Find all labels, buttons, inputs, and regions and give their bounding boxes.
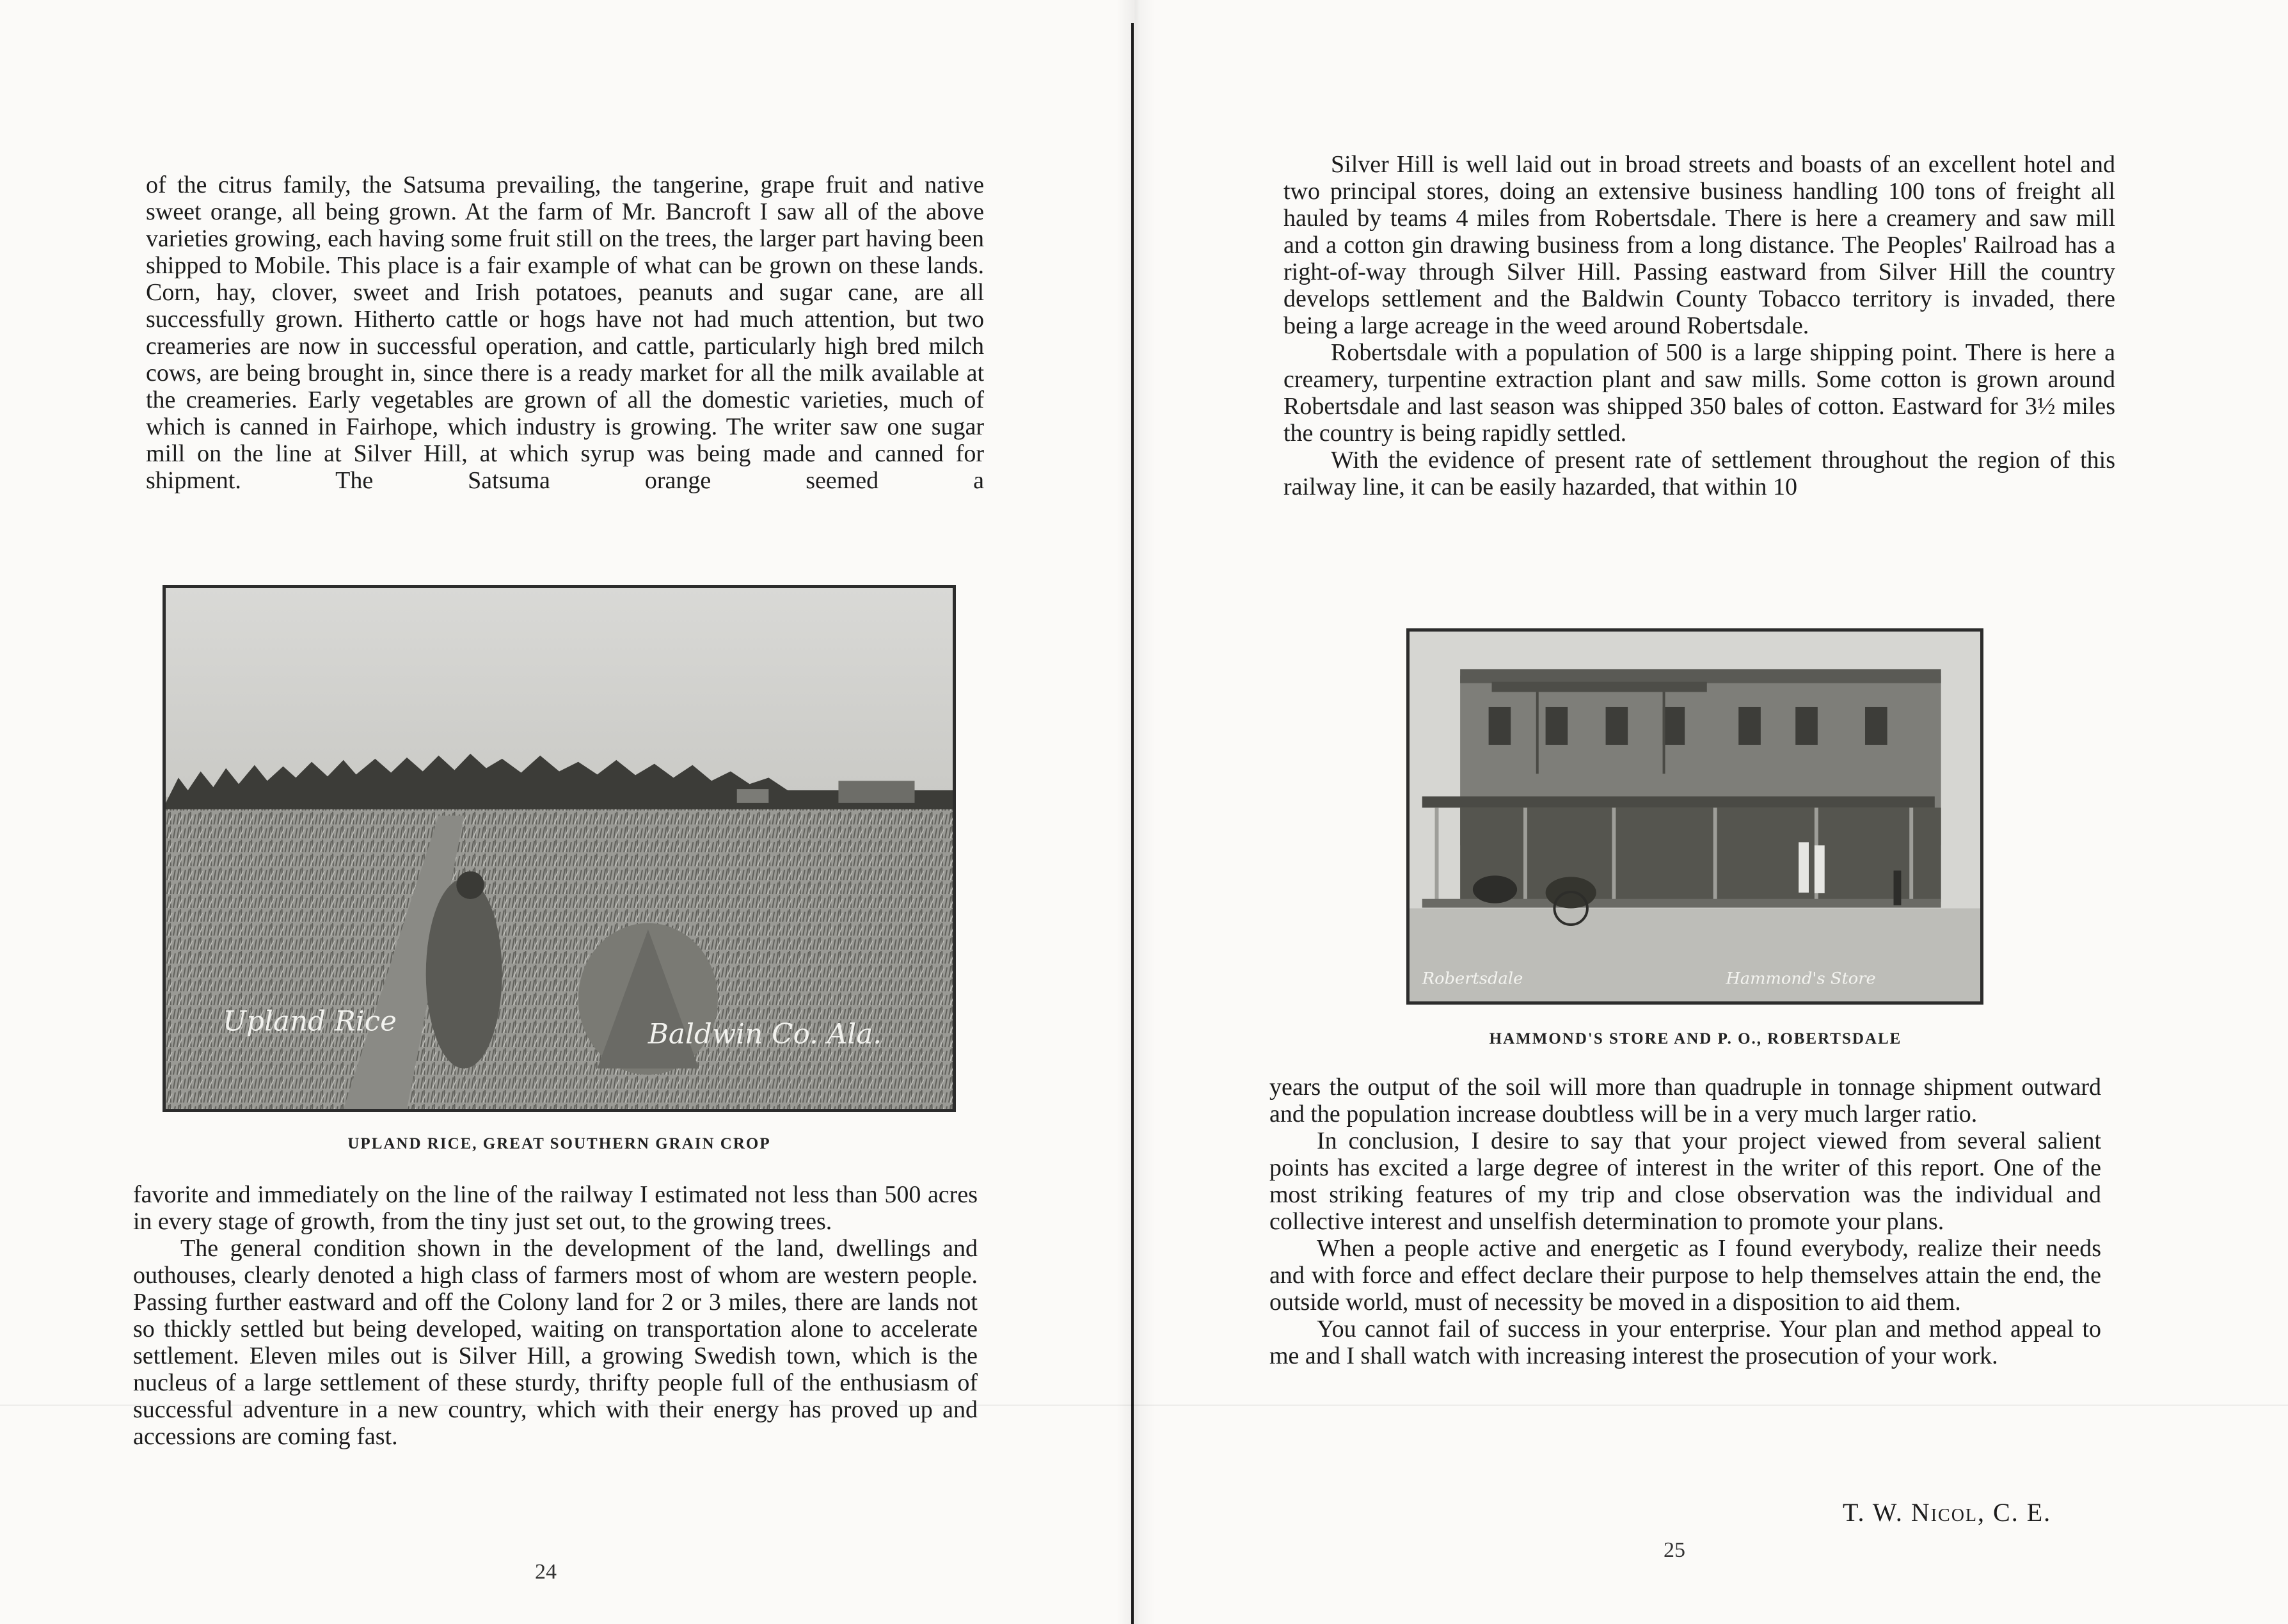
right-page-top-text [1283, 151, 2115, 500]
right-page-paragraph: Silver Hill is well laid out in broad streets and boasts of an excellent hotel and two principal stores, doing an extensive business handling 100 tons of freight all hauled by teams 4 miles from Robertsdale. There is here a creamery and saw mill and a cotton gin drawing business from a long distance. The Peoples' Railroad has a right-of-way through Silver Hill. Passing eastward from Silver Hill the country develops settlement and the Baldwin County Tobacco territory is invaded, there being a large acreage in the weed around Robertsdale. [1283, 151, 2115, 339]
rice-field-image [166, 588, 953, 1109]
photo-inscription-left: Upland Rice [223, 1005, 397, 1038]
left-page-top-text [146, 171, 984, 494]
right-page-paragraph: In conclusion, I desire to say that your project viewed from several salient points has excited a large degree of interest in the writer of this report. One of the most striking features of my trip and close observation was the individual and collective interest and unselfish determination to promote your plans. [1269, 1127, 2101, 1235]
left-page-paragraph: The general condition shown in the development of the land, dwellings and outhouses, clearly denoted a high class of farmers most of whom are western people. Passing further eastward and off the Colony land for 2 or 3 miles, there are lands not so thickly settled but being developed, waiting on transportation alone to accelerate settlement. Eleven miles out is Silver Hill, a growing Swedish town, which is the nucleus of a large settlement of these sturdy, thrifty people full of the enthusiasm of successful adventure in a new country, which with their energy has proved up and accessions are coming fast. [133, 1235, 978, 1450]
right-page-paragraph: With the evidence of present rate of settlement throughout the region of this railway line, it can be easily hazarded, that within 10 [1283, 447, 2115, 500]
right-page-bottom-text [1269, 1074, 2101, 1369]
photo-inscription-right: Baldwin Co. Ala. [647, 1018, 882, 1051]
right-page-paragraph: You cannot fail of success in your enterprise. Your plan and method appeal to me and I shall watch with increasing interest the prosecution of your work. [1269, 1316, 2101, 1369]
author-signature [1843, 1497, 2051, 1527]
right-page-paragraph: years the output of the soil will more than quadruple in tonnage shipment outward and the population increase doubtless will be in a very much larger ratio. [1269, 1074, 2101, 1127]
book-gutter-shadow [1116, 0, 1155, 1624]
page-number-left: 24 [535, 1560, 557, 1584]
hammonds-store-caption: HAMMOND'S STORE AND P. O., ROBERTSDALE [1489, 1030, 1902, 1047]
photo-inscription-right: Hammond's Store [1726, 969, 1876, 989]
left-page-paragraph: favorite and immediately on the line of the railway I estimated not less than 500 acres in every stage of growth, from the tiny just set out, to the growing trees. [133, 1181, 978, 1235]
upland-rice-caption: UPLAND RICE, GREAT SOUTHERN GRAIN CROP [347, 1135, 771, 1152]
photo-inscription-left: Robertsdale [1422, 969, 1523, 989]
right-page-paragraph: When a people active and energetic as I found everybody, realize their needs and with force and effect declare their purpose to help themselves attain the end, the outside world, must of necessity be moved in a disposition to aid them. [1269, 1235, 2101, 1316]
page-number-right: 25 [1664, 1538, 1685, 1562]
store-building-image [1410, 632, 1980, 1001]
upland-rice-photo [163, 585, 956, 1112]
book-spine [1131, 23, 1134, 1624]
left-page-bottom-text [133, 1181, 978, 1450]
author-signature-text: T. W. Nicol, C. E. [1843, 1498, 2052, 1527]
left-page-paragraph: of the citrus family, the Satsuma prevailing, the tangerine, grape fruit and native sweet orange, all being grown. At the farm of Mr. Bancroft I saw all of the above varieties growing, each having some fruit still on the trees, the larger part having been shipped to Mobile. This place is a fair example of what can be grown on these lands. Corn, hay, clover, sweet and Irish potatoes, peanuts and sugar cane, are all successfully grown. Hitherto cattle or hogs have not had much attention, but two creameries are now in successful operation, and cattle, particularly high bred milch cows, are being brought in, since there is a ready market for all the milk available at the creameries. Early vegetables are grown of all the domestic varieties, much of which is canned in Fairhope, which industry is growing. The writer saw one sugar mill on the line at Silver Hill, at which syrup was being made and canned for shipment. The Satsuma orange seemed a [146, 171, 984, 494]
hammonds-store-photo [1406, 628, 1983, 1005]
right-page-paragraph: Robertsdale with a population of 500 is a large shipping point. There is here a creamery, turpentine extraction plant and saw mills. Some cotton is grown around Robertsdale and last season was shipped 350 bales of cotton. Eastward for 3½ miles the country is being rapidly settled. [1283, 339, 2115, 447]
